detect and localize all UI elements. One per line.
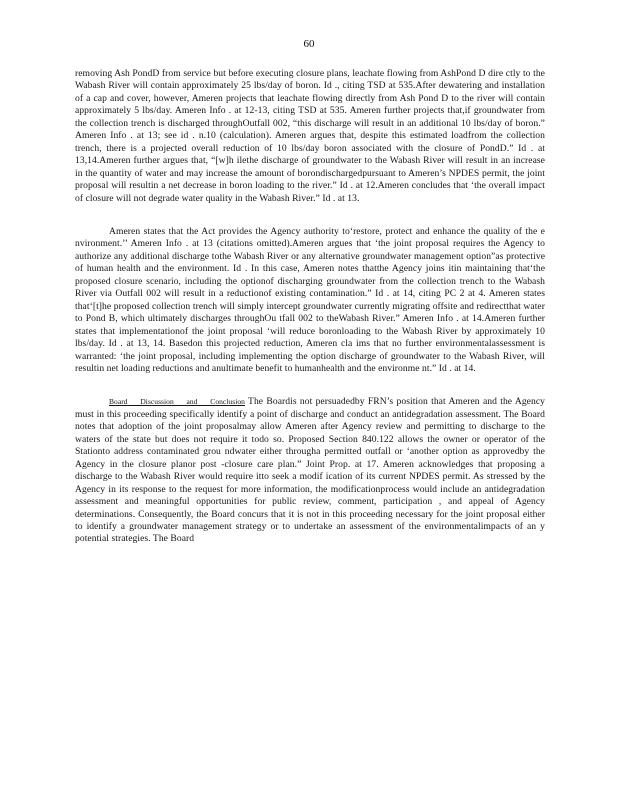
- paragraph-2: [75, 226, 545, 375]
- paragraph-1: [75, 68, 545, 205]
- paragraph-2-text: Ameren states that the Act provides the Agency authority to‘restore, protect and enhance the quality of the e nvironment.’’ Ameren Info . at 13 (citations omitted).Ameren argues that ‘the joint proposal requires the Agency to authorize any additional discharge tothe Wabash River or any alternative groundwater management option”as protective of human health and the environment. Id . In this case, Ameren notes thatthe Agency joins itin maintaining that‘the proposed closure scenario, including the optionof discharging groundwater from the collection trench to the Wabash River via Outfall 002 will result in a reductionof existing contamination.” Id . at 14, citing PC 2 at 4. Ameren states that‘[t]he proposed collection trench will simply intercept groundwater currently migrating offsite and redirectthat water to Pond B, which ultimately discharges throughOu tfall 002 to theWabash River.” Ameren Info . at 14.Ameren further states that implementationof the joint proposal ‘will reduce boronloading to the Wabash River by approximately 10 lbs/day. Id . at 13, 14. Basedon this projected reduction, Ameren cla ims that no further environmentalassessment is warranted: ‘the joint proposal, including implementing the option discharge of groundwater to the Wabash River, will resultin net loading reductions and anultimate benefit to humanhealth and the environme nt.” Id . at 14.: [75, 225, 545, 374]
- section-heading: Board Discussion and Conclusion: [109, 397, 245, 407]
- paragraph-3: [75, 396, 545, 545]
- paragraph-1-text: removing Ash PondD from service but before executing closure plans, leachate flowing from AshPond D dire ctly to the Wabash River will contain approximately 25 lbs/day of boron. Id ., citing TSD at 535.After dewatering and installation of a cap and cover, however, Ameren projects that leachate flowing directly from Ash Pond D to the river will contain approximately 5 lbs/day. Ameren Info . at 12-13, citing TSD at 535. Ameren further projects that,if groundwater from the collection trench is discharged throughOutfall 002, “this discharge will result in an additional 10 lbs/day of boron.” Ameren Info . at 13; see id . n.10 (calculation). Ameren argues that, despite this estimated loadfrom the collection trench, there is a projected overall reduction of 10 lbs/day boron associated with the closure of PondD.” Id . at 13,14.Ameren further argues that, “[w]h ilethe discharge of groundwater to the Wabash River will result in an increase in the quantity of water and may increase the amount of borondischargedpursuant to Ameren’s NPDES permit, the joint proposal will resultin a net decrease in boron loading to the river.” Id . at 12.Ameren concludes that ‘the overall impact of closure will not degrade water quality in the Wabash River.” Id . at 13.: [75, 68, 545, 204]
- document-body: [75, 68, 545, 546]
- paragraph-3-text: The Boardis not persuadedby FRN’s position that Ameren and the Agency must in this proceeding specifically identify a point of discharge and conduct an antidegradation assessment. The Board notes that adoption of the joint proposalmay allow Ameren after Agency review and permitting to discharge to the waters of the state but does not require it todo so. Proposed Section 840.122 allows the owner or operator of the Stationto address contaminated grou ndwater either througha permitted outfall or ‘another option as approvedby the Agency in the closure planor post -closure care plan.” Joint Prop. at 17. Ameren acknowledges that proposing a discharge to the Wabash River would require itto seek a modif ication of its current NPDES permit. As stressed by the Agency in its response to the request for more information, the modificationprocess would include an antidegradation assessment and meaningful opportunities for public review, comment, participation , and appeal of Agency determinations. Consequently, the Board concurs that it is not in this proceeding necessary for the joint proposal either to identify a groundwater management strategy or to undertake an assessment of the environmentalimpacts of an y potential strategies. The Board: [75, 396, 545, 545]
- page-number: 60: [303, 38, 315, 50]
